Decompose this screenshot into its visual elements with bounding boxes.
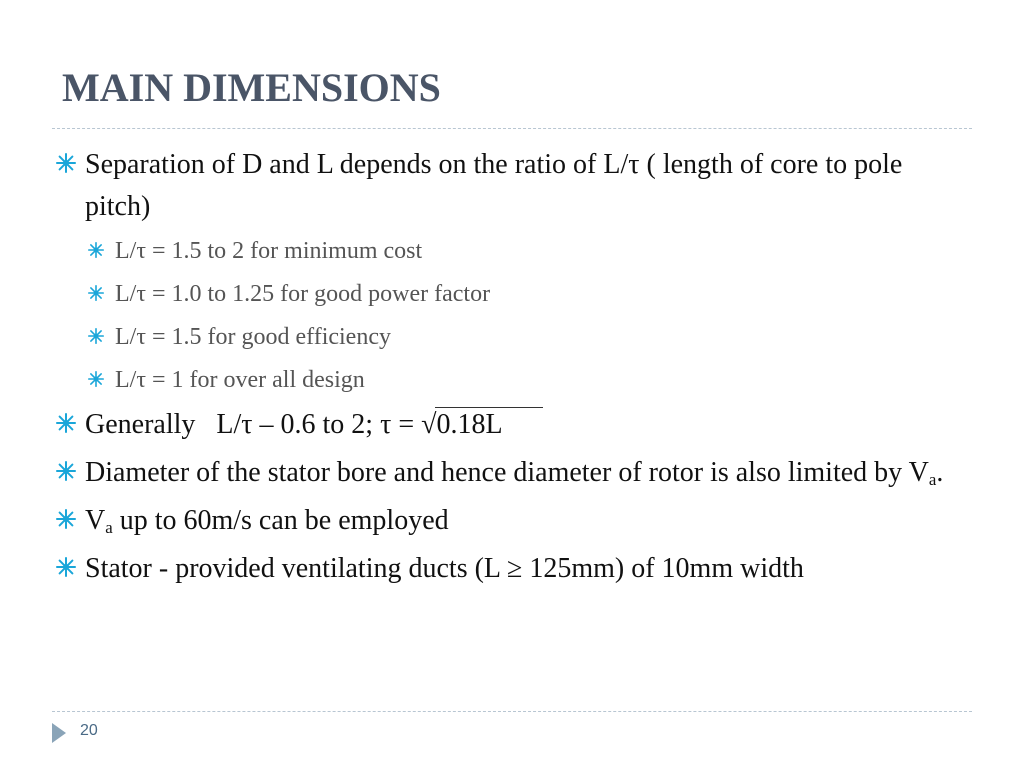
title-divider [52, 128, 972, 129]
square-root-vinculum [435, 407, 542, 408]
subscript: a [928, 470, 937, 489]
bullet-text: Generally L/τ – 0.6 to 2; τ = [85, 409, 422, 440]
bullet-item [56, 452, 956, 494]
bullet-text-end: . [936, 457, 944, 488]
bullet-text: Stator - provided ventilating ducts (L ≥ 125mm) of 10mm width [85, 553, 804, 584]
triangle-right-icon [52, 723, 66, 743]
sub-bullet-item [88, 273, 956, 316]
subscript: a [105, 518, 113, 537]
slide-title: MAIN DIMENSIONS [62, 65, 441, 110]
page-number: 20 [80, 722, 98, 739]
square-root-sign: √ [421, 409, 437, 440]
starburst-bullet-icon [88, 285, 104, 301]
slide-body [56, 144, 956, 592]
sub-bullet-text: L/τ = 1 for over all design [115, 367, 365, 393]
bullet-text: up to 60m/s can be employed [112, 505, 449, 536]
bullet-item [56, 548, 956, 590]
variable: V [85, 505, 106, 536]
sub-bullet-text: L/τ = 1.5 to 2 for minimum cost [115, 238, 423, 264]
bullet-item [56, 404, 956, 446]
square-root-expression [421, 404, 502, 446]
sub-bullet-text: L/τ = 1.0 to 1.25 for good power factor [115, 281, 491, 307]
sub-bullet-item [88, 359, 956, 402]
starburst-bullet-icon [56, 153, 76, 173]
starburst-bullet-icon [88, 328, 104, 344]
radicand: 0.18L [436, 409, 503, 440]
starburst-bullet-icon [56, 557, 76, 577]
bullet-item [56, 144, 956, 228]
starburst-bullet-icon [56, 413, 76, 433]
sub-bullet-text: L/τ = 1.5 for good efficiency [115, 324, 391, 350]
bullet-item [56, 500, 956, 542]
starburst-bullet-icon [88, 242, 104, 258]
sub-bullet-item [88, 230, 956, 273]
bullet-text: Diameter of the stator bore and hence diameter of rotor is also limited by V [85, 457, 929, 488]
footer-divider [52, 711, 972, 712]
starburst-bullet-icon [56, 461, 76, 481]
starburst-bullet-icon [88, 371, 104, 387]
sub-bullet-item [88, 316, 956, 359]
bullet-text: Separation of D and L depends on the ratio of L/τ ( length of core to pole pitch) [85, 149, 903, 222]
starburst-bullet-icon [56, 509, 76, 529]
